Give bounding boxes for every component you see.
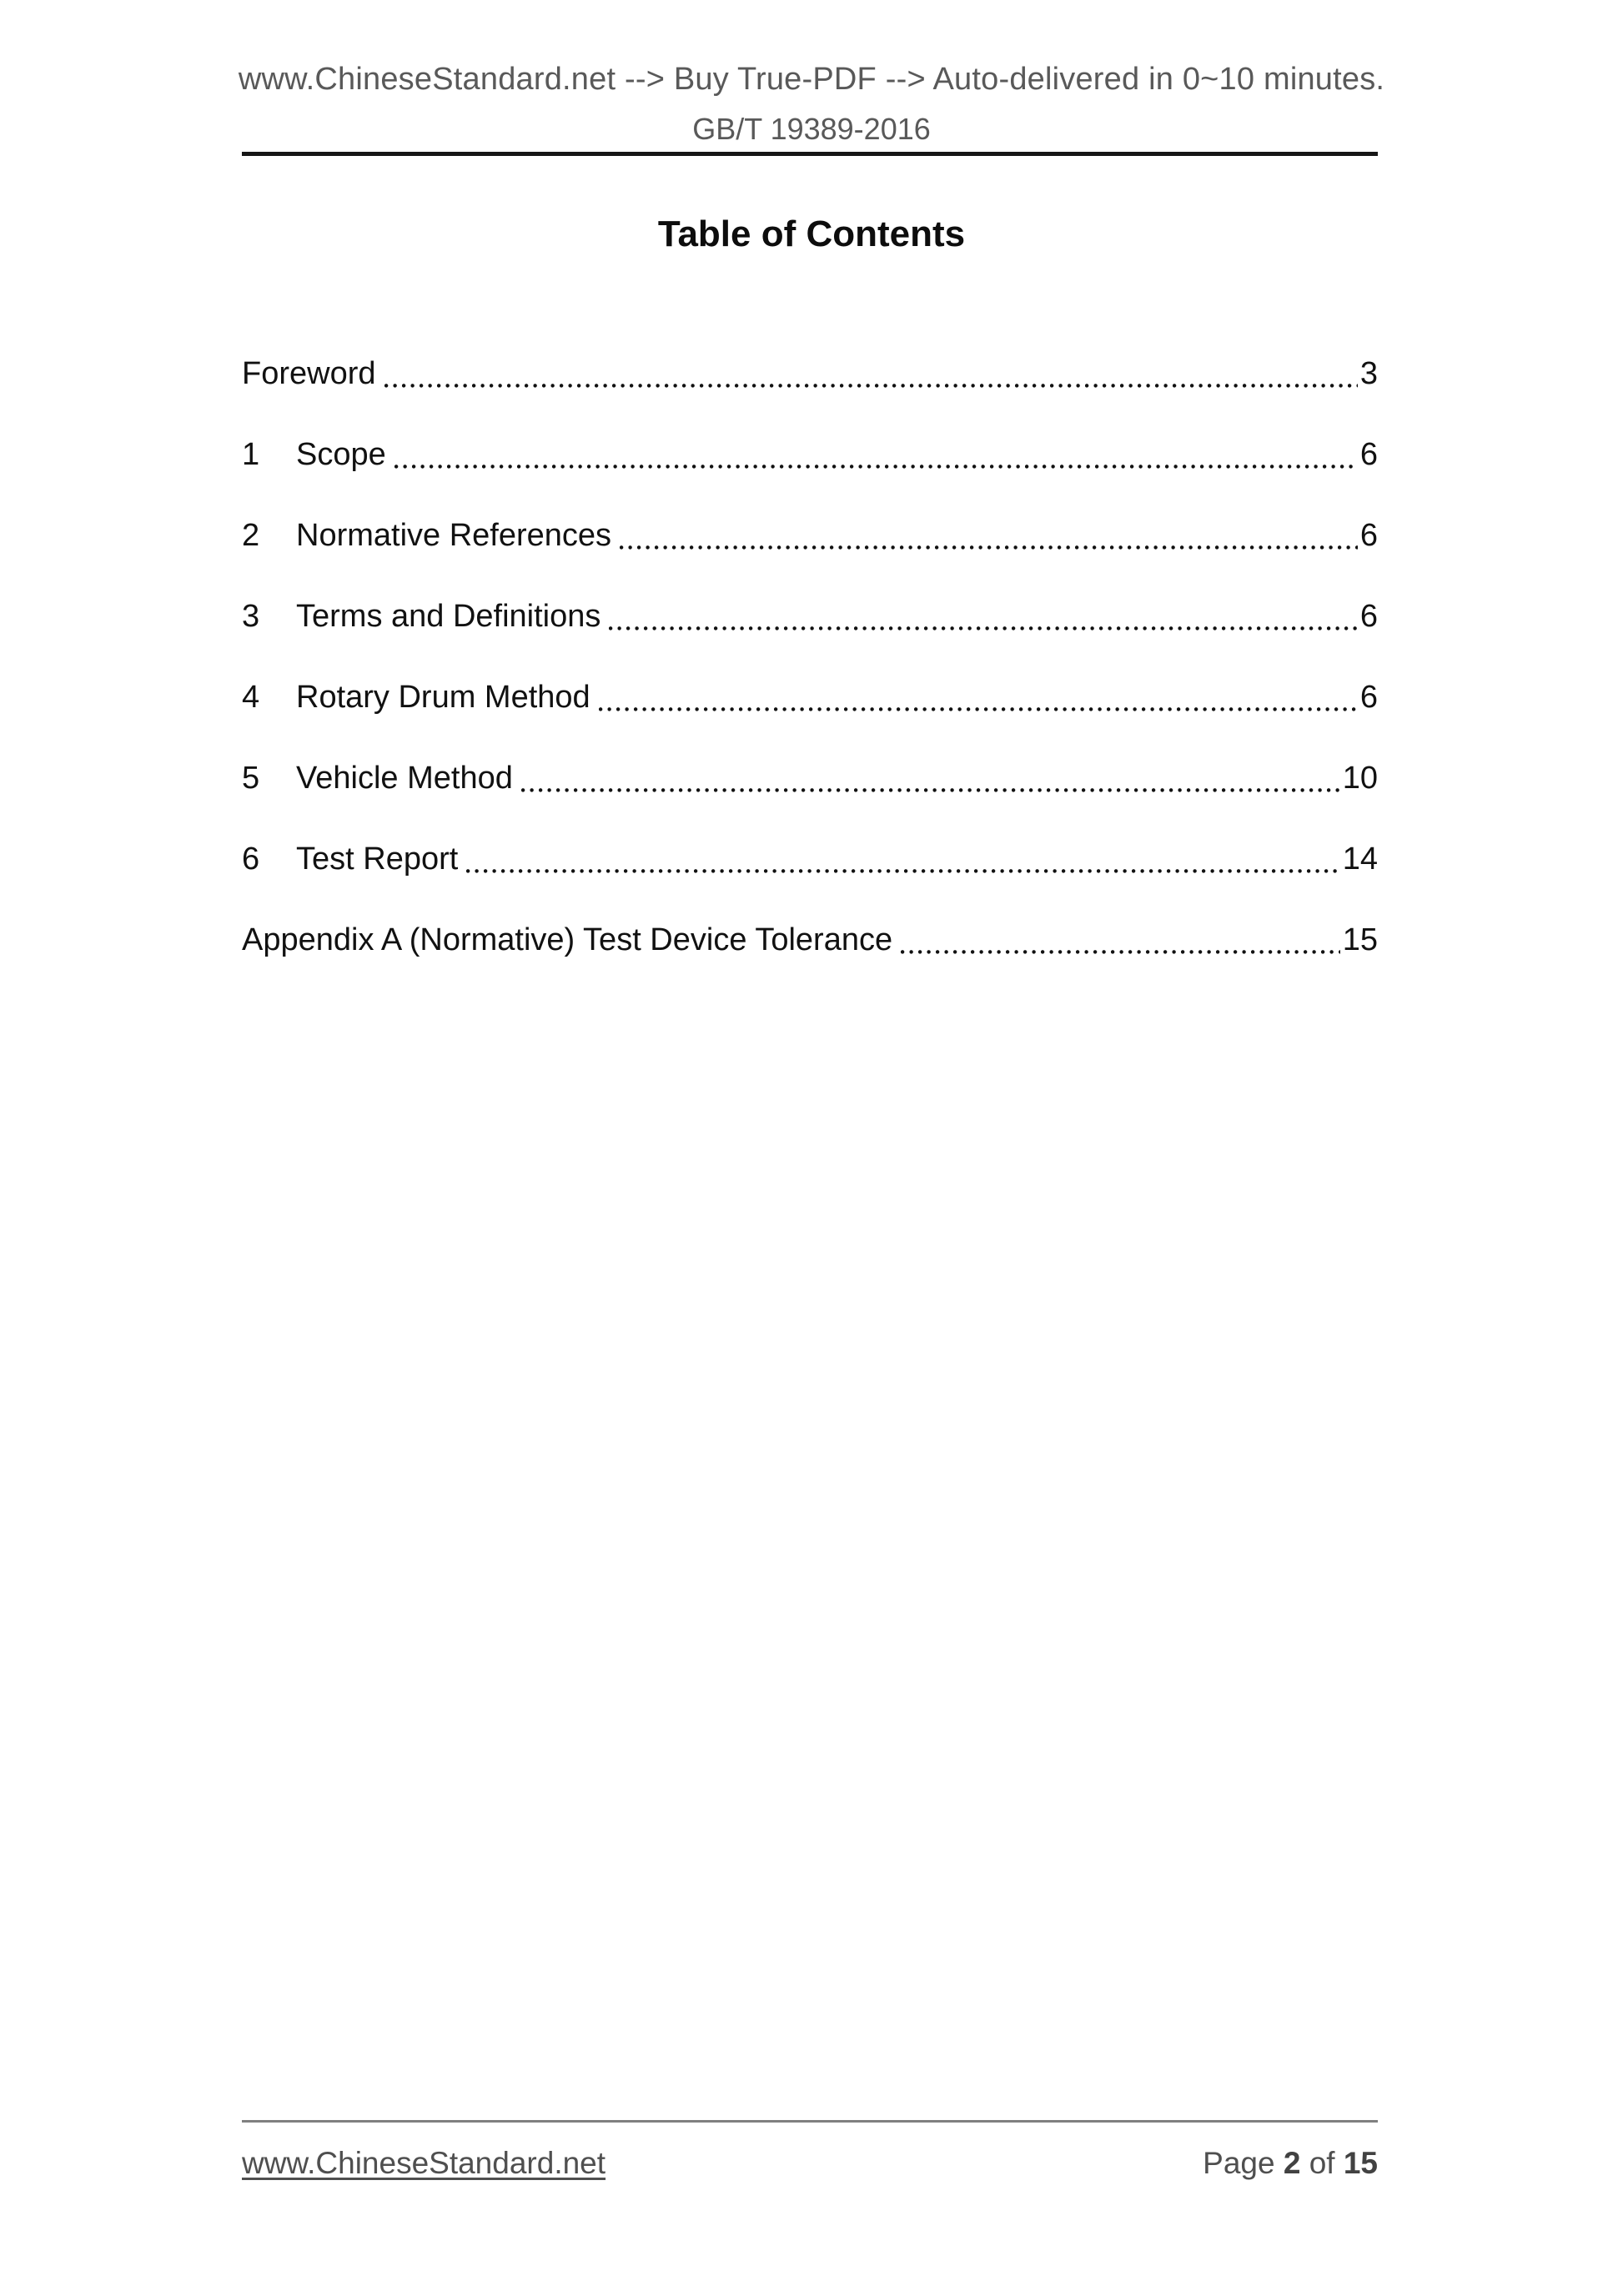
page-title: Table of Contents bbox=[657, 214, 966, 254]
toc-entry-page: 6 bbox=[1359, 518, 1378, 553]
toc-dot-leader bbox=[620, 545, 1358, 550]
toc-entry[interactable] bbox=[242, 435, 1378, 475]
header-promo-text: www.ChineseStandard.net --> Buy True-PDF --> Auto-delivered in 0~10 minutes. bbox=[238, 62, 1385, 97]
footer-page-current: 2 bbox=[1283, 2146, 1301, 2180]
toc-entry-page: 6 bbox=[1359, 680, 1378, 715]
toc-entry[interactable] bbox=[242, 354, 1378, 394]
toc-dot-leader bbox=[466, 869, 1339, 873]
toc-entry-page: 6 bbox=[1359, 437, 1378, 472]
toc-list bbox=[242, 354, 1378, 1001]
toc-dot-leader bbox=[384, 384, 1358, 388]
toc-entry-number: 4 bbox=[242, 680, 260, 715]
toc-entry-number: 5 bbox=[242, 761, 260, 796]
toc-entry[interactable] bbox=[242, 515, 1378, 555]
footer-page-indicator bbox=[1203, 2145, 1378, 2182]
header-rule bbox=[242, 152, 1378, 156]
toc-dot-leader bbox=[394, 465, 1358, 469]
toc-entry-label: Vehicle Method bbox=[296, 761, 513, 796]
toc-entry[interactable] bbox=[242, 920, 1378, 960]
toc-entry[interactable] bbox=[242, 758, 1378, 798]
toc-dot-leader bbox=[901, 950, 1340, 954]
toc-entry-page: 15 bbox=[1342, 922, 1378, 957]
toc-entry-label: Terms and Definitions bbox=[296, 599, 601, 634]
toc-entry-number: 2 bbox=[242, 518, 260, 553]
toc-entry[interactable] bbox=[242, 839, 1378, 879]
toc-entry-label: Test Report bbox=[296, 842, 459, 877]
header-doc-code: GB/T 19389-2016 bbox=[692, 112, 931, 146]
page-footer bbox=[242, 2145, 1378, 2182]
footer-of-word: of bbox=[1309, 2146, 1335, 2180]
footer-page-word: Page bbox=[1203, 2146, 1275, 2180]
toc-entry-page: 14 bbox=[1342, 842, 1378, 877]
toc-entry-number: 3 bbox=[242, 599, 260, 634]
toc-dot-leader bbox=[599, 707, 1358, 711]
toc-entry-page: 10 bbox=[1342, 761, 1378, 796]
toc-dot-leader bbox=[521, 788, 1340, 792]
toc-entry-label: Appendix A (Normative) Test Device Tolerance bbox=[242, 922, 893, 957]
toc-entry-number: 1 bbox=[242, 437, 260, 472]
toc-entry-label: Scope bbox=[296, 437, 386, 472]
toc-entry-label: Rotary Drum Method bbox=[296, 680, 590, 715]
toc-entry-page: 6 bbox=[1359, 599, 1378, 634]
footer-site-link[interactable]: www.ChineseStandard.net bbox=[242, 2146, 606, 2180]
footer-rule bbox=[242, 2120, 1378, 2123]
toc-entry-number: 6 bbox=[242, 842, 260, 877]
footer-page-total: 15 bbox=[1343, 2146, 1378, 2180]
toc-entry-page: 3 bbox=[1359, 356, 1378, 391]
toc-entry-label: Foreword bbox=[242, 356, 376, 391]
toc-entry[interactable] bbox=[242, 596, 1378, 636]
toc-dot-leader bbox=[609, 626, 1357, 631]
toc-entry[interactable] bbox=[242, 677, 1378, 717]
toc-entry-label: Normative References bbox=[296, 518, 612, 553]
